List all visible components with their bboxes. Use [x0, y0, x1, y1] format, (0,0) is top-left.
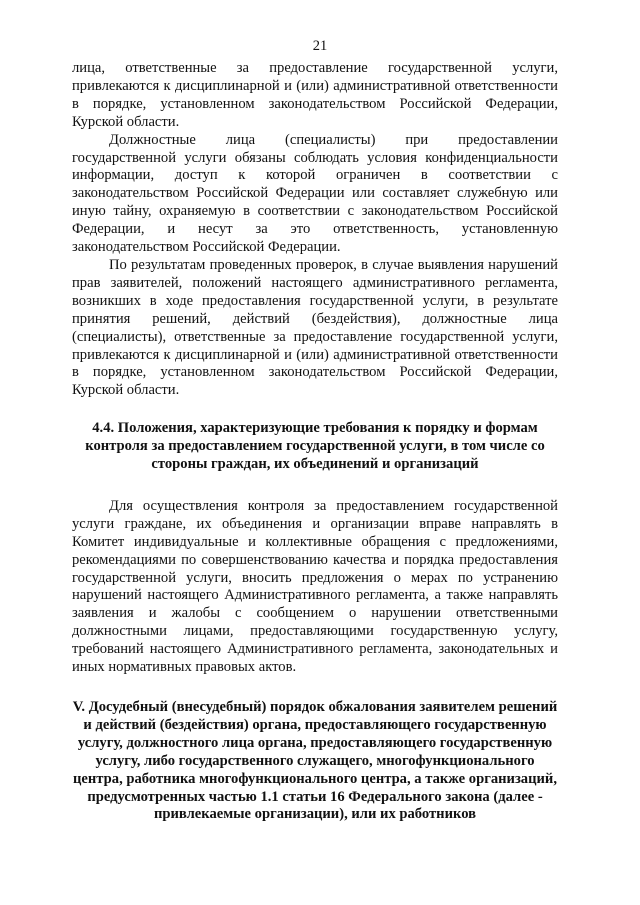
section-4-4-heading: 4.4. Положения, характеризующие требования к порядку и формам контроля за предоставлением государственной услуги, в том числе со стороны граждан, их объединений и организаций — [85, 420, 545, 473]
paragraph-confidentiality: Должностные лица (специалисты) при предоставлении государственной услуги обязаны соблюдать условия конфиденциальности информации, доступ к которой ограничен в соответствии с законодательством Российской Федерации или составляет служебную или иную тайну, охраняемую в соответствии с законодательством Российской Федерации, и несут за это ответственность, установленную законодательством Российской Федерации. — [72, 131, 558, 256]
page-number: 21 — [312, 38, 328, 54]
section-5-heading: V. Досудебный (внесудебный) порядок обжалования заявителем решений и действий (бездействия) органа, предоставляющего государственную услугу, должностного лица органа, предоставляющего государственную услугу, либо государственного служащего, многофункционального центра, работника многофункционального центра, а также организаций, предусмотренных частью 1.1 статьи 16 Федерального закона (далее - привлекаемые организации), или их работников — [72, 699, 558, 823]
document-body — [72, 60, 558, 824]
paragraph-inspection-results: По результатам проведенных проверок, в случае выявления нарушений прав заявителей, положений настоящего административного регламента, возникших в ходе предоставления государственной услуги, в результате принятия решений, действий (бездействия), должностные лица (специалисты), ответственные за предоставление государственной услуги, привлекаются к дисциплинарной и (или) административной ответственности в порядке, установленном законодательством Российской Федерации, Курской области. — [72, 256, 558, 399]
section-4-4-paragraph: Для осуществления контроля за предоставлением государственной услуги граждане, их объединения и организации вправе направлять в Комитет индивидуальные и коллективные обращения с предложениями, рекомендациями по совершенствованию качества и порядка предоставления государственной услуги, вносить предложения о мерах по устранению нарушений настоящего Административного регламента, а также направлять заявления и жалобы с сообщением о нарушении ответственными должностными лицами, предоставляющими государственную услугу, требований настоящего Административного регламента, законодательных и иных нормативных правовых актов. — [72, 497, 558, 676]
paragraph-liability-1: лица, ответственные за предоставление государственной услуги, привлекаются к дисциплинарной и (или) административной ответственности в порядке, установленном законодательством Российской Федерации, Курской области. — [72, 60, 558, 130]
